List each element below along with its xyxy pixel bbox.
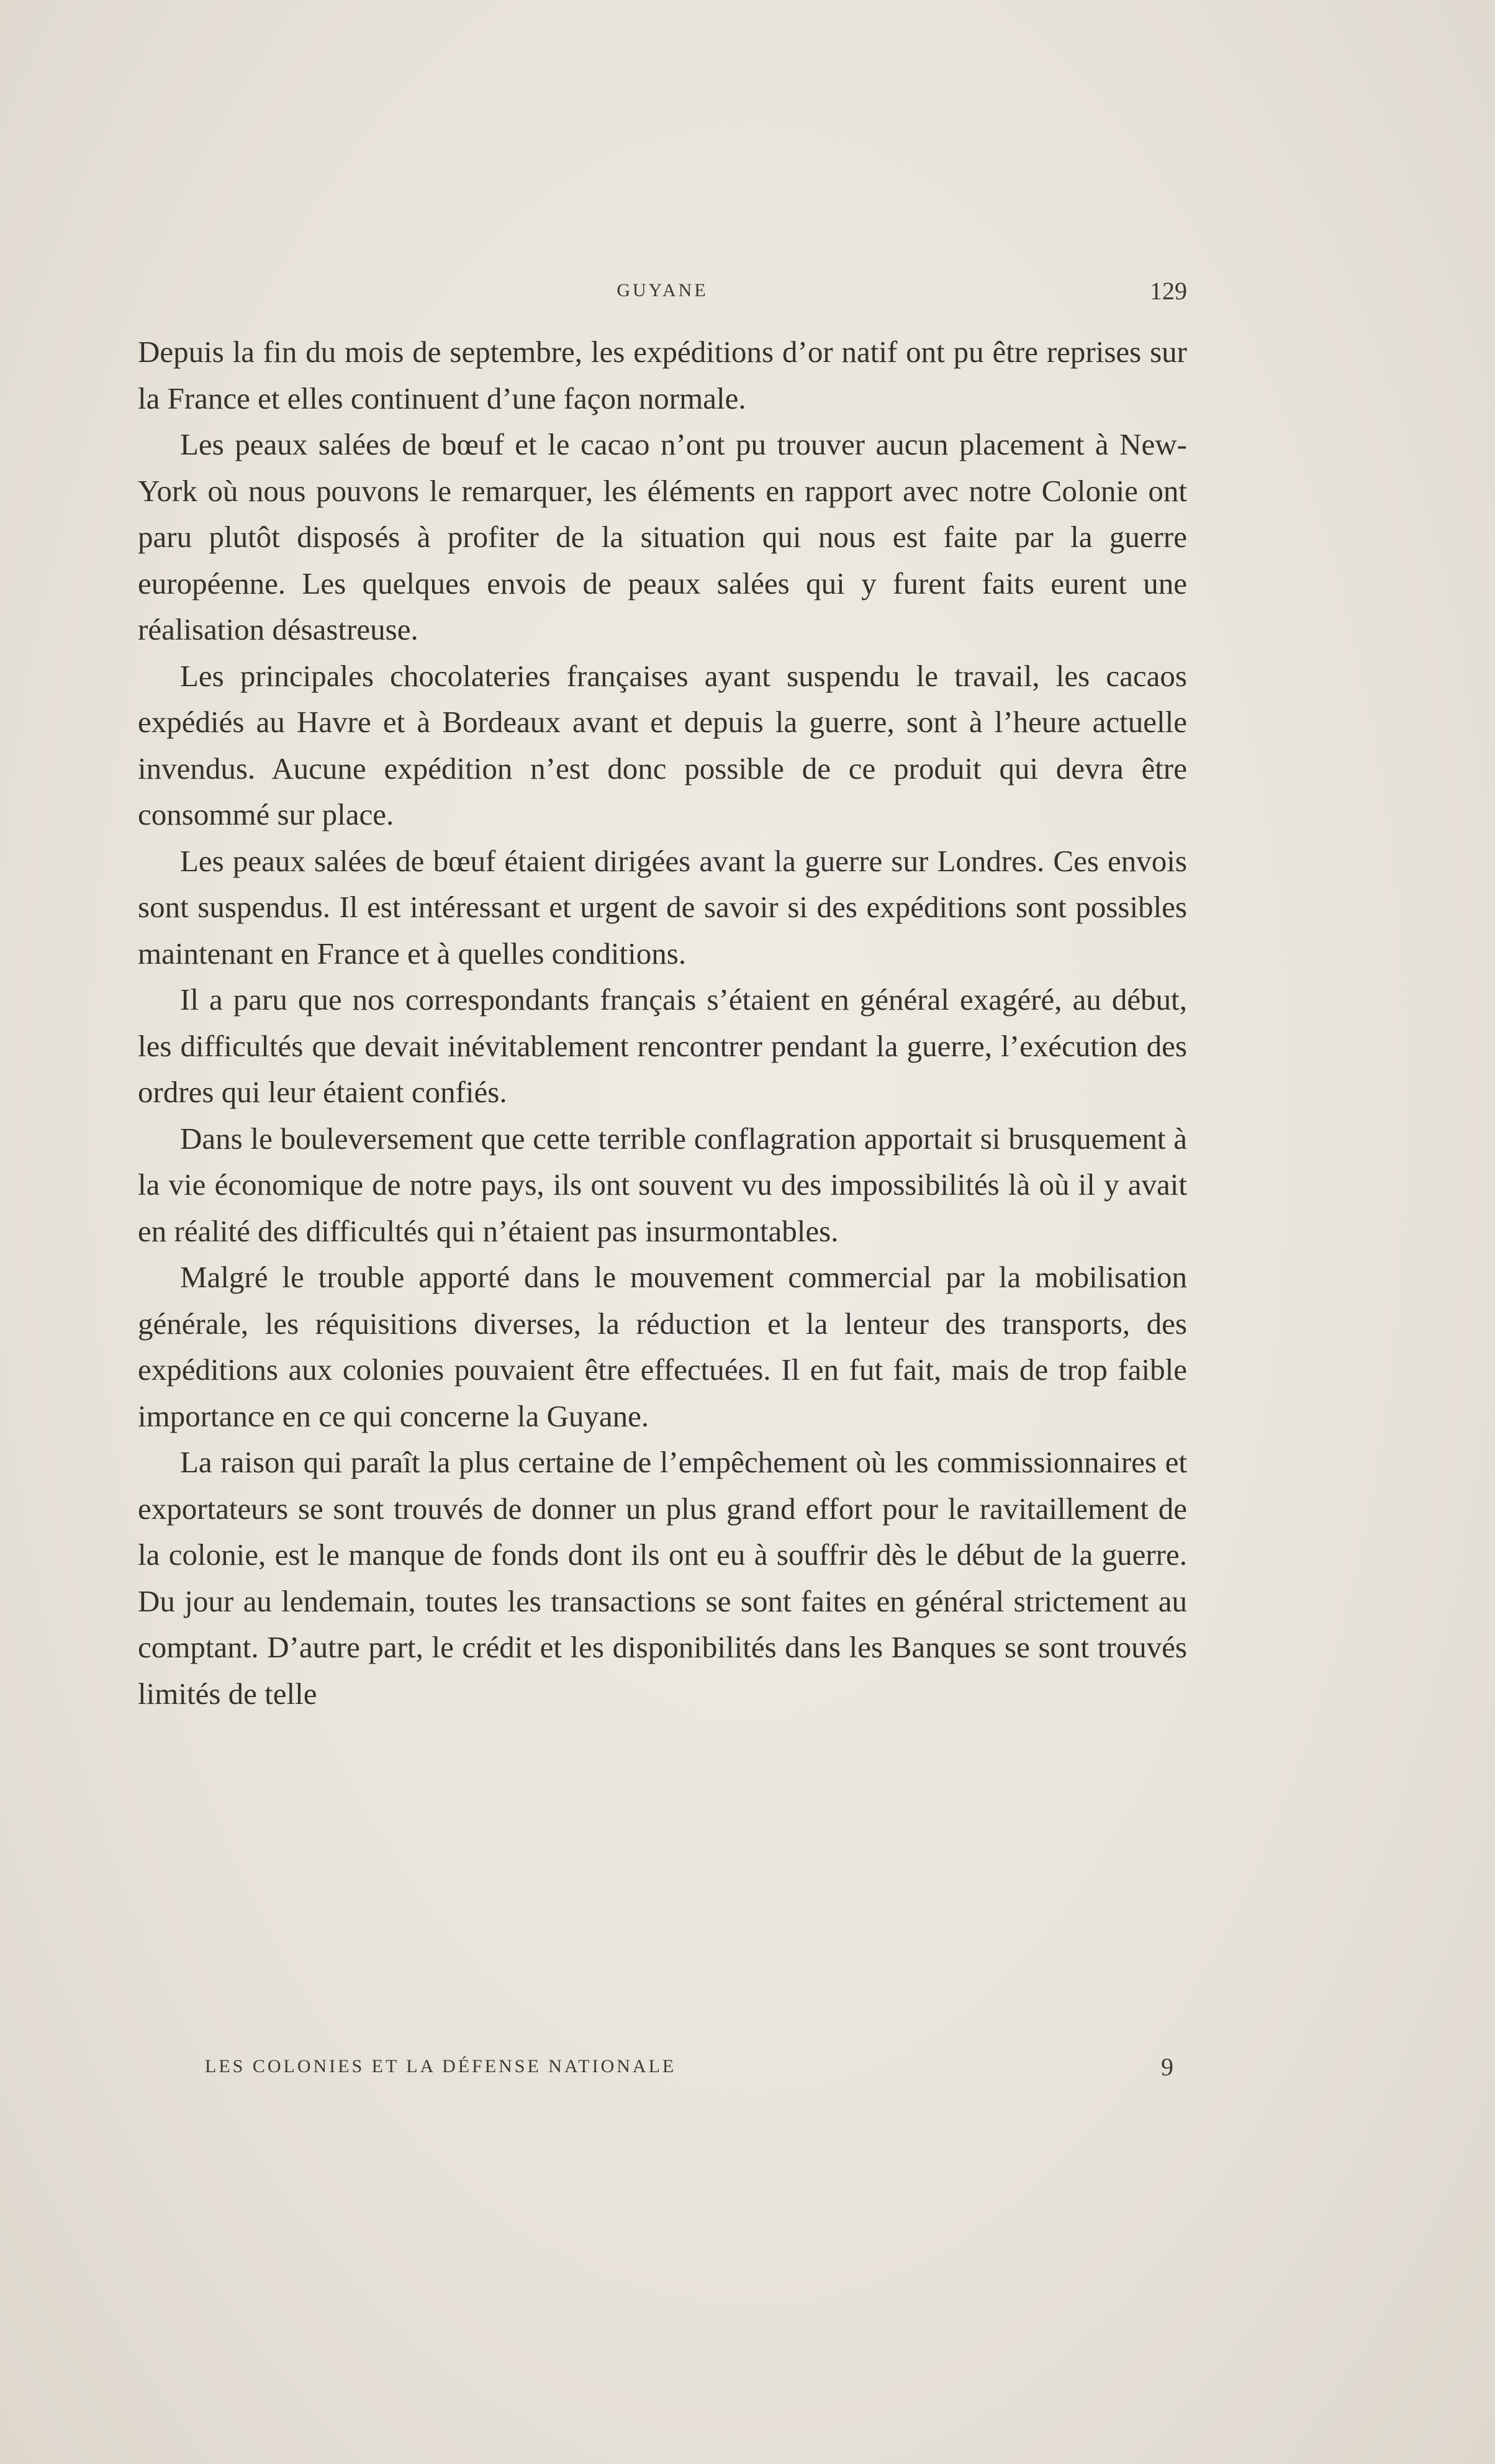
page-header [138, 276, 1187, 307]
page-number: 129 [1150, 277, 1187, 305]
body-text [138, 329, 1187, 1717]
running-title: GUYANE [617, 280, 708, 301]
signature-title: LES COLONIES ET LA DÉFENSE NATIONALE [205, 2056, 677, 2077]
paragraph: Les peaux salées de bœuf étaient dirigées avant la guerre sur Londres. Ces envois sont suspendus. Il est intéressant et urgent de savoir si des expéditions sont possibles maintenant en France et à quelles conditions. [138, 843, 1187, 971]
paragraph: Les principales chocolateries françaises ayant suspendu le travail, les cacaos expédiés au Havre et à Bordeaux avant et depuis la guerre, sont à l’heure actuelle invendus. Aucune expédition n’est donc possible de ce produit qui devra être consommé sur place. [138, 658, 1187, 831]
paragraph: La raison qui paraît la plus certaine de l’empêchement où les commissionnaires et exportateurs se sont trouvés de donner un plus grand effort pour le ravitaillement de la colonie, est le manque de fonds dont ils ont eu à souffrir dès le début de la guerre. Du jour au lendemain, toutes les transactions se sont faites en général strictement au comptant. D’autre part, le crédit et les disponibilités dans les Banques se sont trouvés limités de telle [138, 1445, 1187, 1711]
paragraph: Dans le bouleversement que cette terrible conflagration apportait si brusquement à la vie économique de notre pays, ils ont souvent vu des impossibilités là où il y avait en réalité des difficultés qui n’étaient pas insurmontables. [138, 1121, 1187, 1248]
signature-mark: 9 [1161, 2053, 1173, 2081]
paragraph: Depuis la fin du mois de septembre, les expéditions d’or natif ont pu être reprises sur la France et elles continuent d’une façon normale. [138, 335, 1187, 415]
page-footer [205, 2052, 1173, 2083]
paragraph: Malgré le trouble apporté dans le mouvement commercial par la mobilisation générale, les réquisitions diverses, la réduction et la lenteur des transports, des expéditions aux colonies pouvaient être effectuées. Il en fut fait, mais de trop faible importance en ce qui concerne la Guyane. [138, 1260, 1187, 1433]
paragraph: Les peaux salées de bœuf et le cacao n’ont pu trouver aucun placement à New-York où nous pouvons le remarquer, les éléments en rapport avec notre Colonie ont paru plutôt disposés à profiter de la situation qui nous est faite par la guerre européenne. Les quelques envois de peaux salées qui y furent faits eurent une réalisation désastreuse. [138, 427, 1187, 646]
paragraph: Il a paru que nos correspondants français s’étaient en général exagéré, au début, les difficultés que devait inévitablement rencontrer pendant la guerre, l’exécution des ordres qui leur étaient confiés. [138, 982, 1187, 1109]
